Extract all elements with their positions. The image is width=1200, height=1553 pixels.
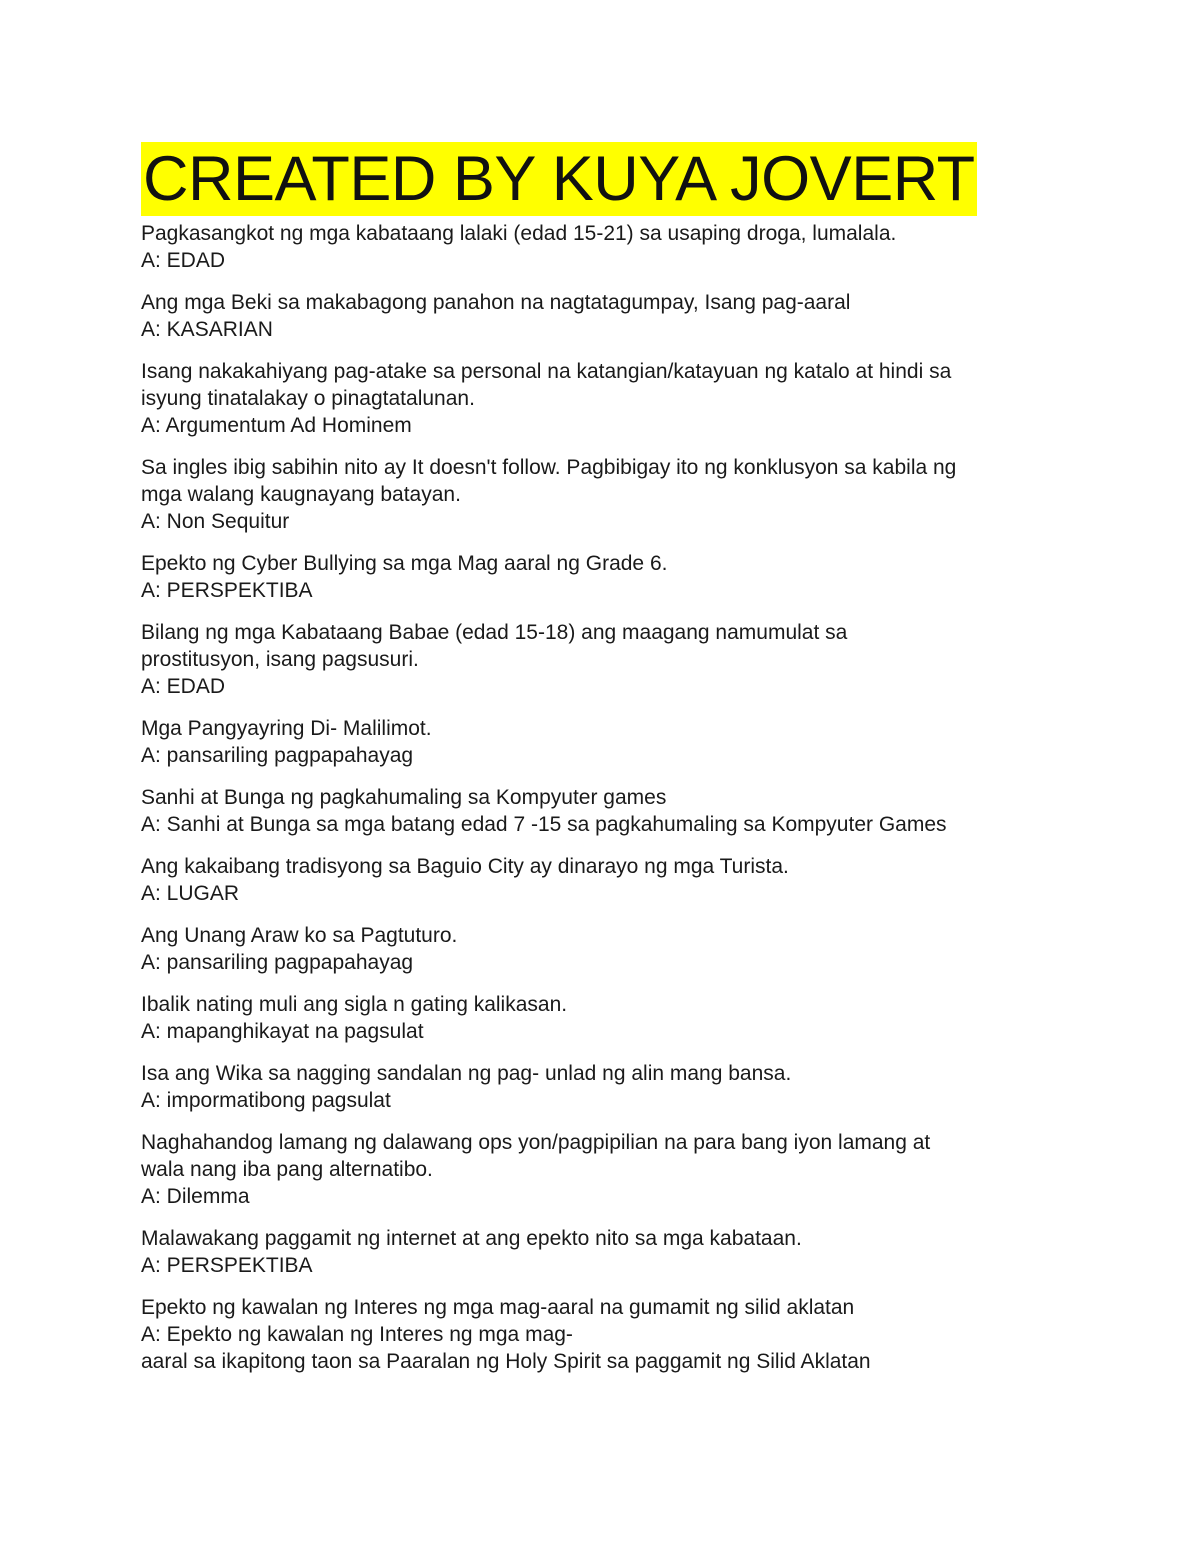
answer-text: A: EDAD <box>141 249 226 272</box>
question-text: Ang Unang Araw ko sa Pagtuturo. <box>141 924 458 947</box>
qa-item <box>141 1225 1101 1279</box>
answer-text: A: Epekto ng kawalan ng Interes ng mga mag- <box>141 1323 573 1346</box>
question-text: prostitusyon, isang pagsusuri. <box>141 648 419 671</box>
answer-text: A: Sanhi at Bunga sa mga batang edad 7 -15 sa pagkahumaling sa Kompyuter Games <box>141 813 947 836</box>
question-text: Malawakang paggamit ng internet at ang epekto nito sa mga kabataan. <box>141 1227 802 1250</box>
question-text: Sa ingles ibig sabihin nito ay It doesn't follow. Pagbibigay ito ng konklusyon sa kabila ng <box>141 456 957 479</box>
qa-item <box>141 550 1101 604</box>
question-text: Isang nakakahiyang pag-atake sa personal na katangian/katayuan ng katalo at hindi sa <box>141 360 952 383</box>
answer-text: A: PERSPEKTIBA <box>141 579 313 602</box>
question-text: Pagkasangkot ng mga kabataang lalaki (edad 15-21) sa usaping droga, lumalala. <box>141 222 897 245</box>
question-text: mga walang kaugnayang batayan. <box>141 483 461 506</box>
answer-text: A: pansariling pagpapahayag <box>141 744 414 767</box>
question-text: Ang kakaibang tradisyong sa Baguio City ay dinarayo ng mga Turista. <box>141 855 789 878</box>
document-title: CREATED BY KUYA JOVERT <box>143 144 975 214</box>
question-text: Mga Pangyayring Di- Malilimot. <box>141 717 432 740</box>
qa-item <box>141 358 1101 439</box>
qa-item <box>141 220 1101 274</box>
qa-item <box>141 853 1101 907</box>
qa-item <box>141 1129 1101 1210</box>
qa-list <box>141 220 1101 1375</box>
answer-text: A: Dilemma <box>141 1185 250 1208</box>
qa-item <box>141 1294 1101 1375</box>
answer-text: A: KASARIAN <box>141 318 273 341</box>
question-text: Ang mga Beki sa makabagong panahon na nagtatagumpay, Isang pag-aaral <box>141 291 851 314</box>
question-text: wala nang iba pang alternatibo. <box>141 1158 433 1181</box>
answer-text: A: Non Sequitur <box>141 510 290 533</box>
document-page <box>141 142 1101 1390</box>
qa-item <box>141 454 1101 535</box>
qa-item <box>141 784 1101 838</box>
question-text: isyung tinatalakay o pinagtatalunan. <box>141 387 475 410</box>
answer-text: aaral sa ikapitong taon sa Paaralan ng Holy Spirit sa paggamit ng Silid Aklatan <box>141 1350 871 1373</box>
question-text: Isa ang Wika sa nagging sandalan ng pag- unlad ng alin mang bansa. <box>141 1062 792 1085</box>
answer-text: A: pansariling pagpapahayag <box>141 951 414 974</box>
qa-item <box>141 991 1101 1045</box>
question-text: Bilang ng mga Kabataang Babae (edad 15-18) ang maagang namumulat sa <box>141 621 848 644</box>
qa-item <box>141 715 1101 769</box>
answer-text: A: EDAD <box>141 675 226 698</box>
qa-item <box>141 619 1101 700</box>
question-text: Sanhi at Bunga ng pagkahumaling sa Kompyuter games <box>141 786 667 809</box>
question-text: Epekto ng kawalan ng Interes ng mga mag-aaral na gumamit ng silid aklatan <box>141 1296 855 1319</box>
answer-text: A: impormatibong pagsulat <box>141 1089 391 1112</box>
qa-item <box>141 289 1101 343</box>
question-text: Epekto ng Cyber Bullying sa mga Mag aaral ng Grade 6. <box>141 552 668 575</box>
question-text: Ibalik nating muli ang sigla n gating kalikasan. <box>141 993 568 1016</box>
answer-text: A: mapanghikayat na pagsulat <box>141 1020 424 1043</box>
answer-text: A: Argumentum Ad Hominem <box>141 414 412 437</box>
question-text: Naghahandog lamang ng dalawang ops yon/pagpipilian na para bang iyon lamang at <box>141 1131 931 1154</box>
answer-text: A: PERSPEKTIBA <box>141 1254 313 1277</box>
qa-item <box>141 1060 1101 1114</box>
qa-item <box>141 922 1101 976</box>
answer-text: A: LUGAR <box>141 882 240 905</box>
